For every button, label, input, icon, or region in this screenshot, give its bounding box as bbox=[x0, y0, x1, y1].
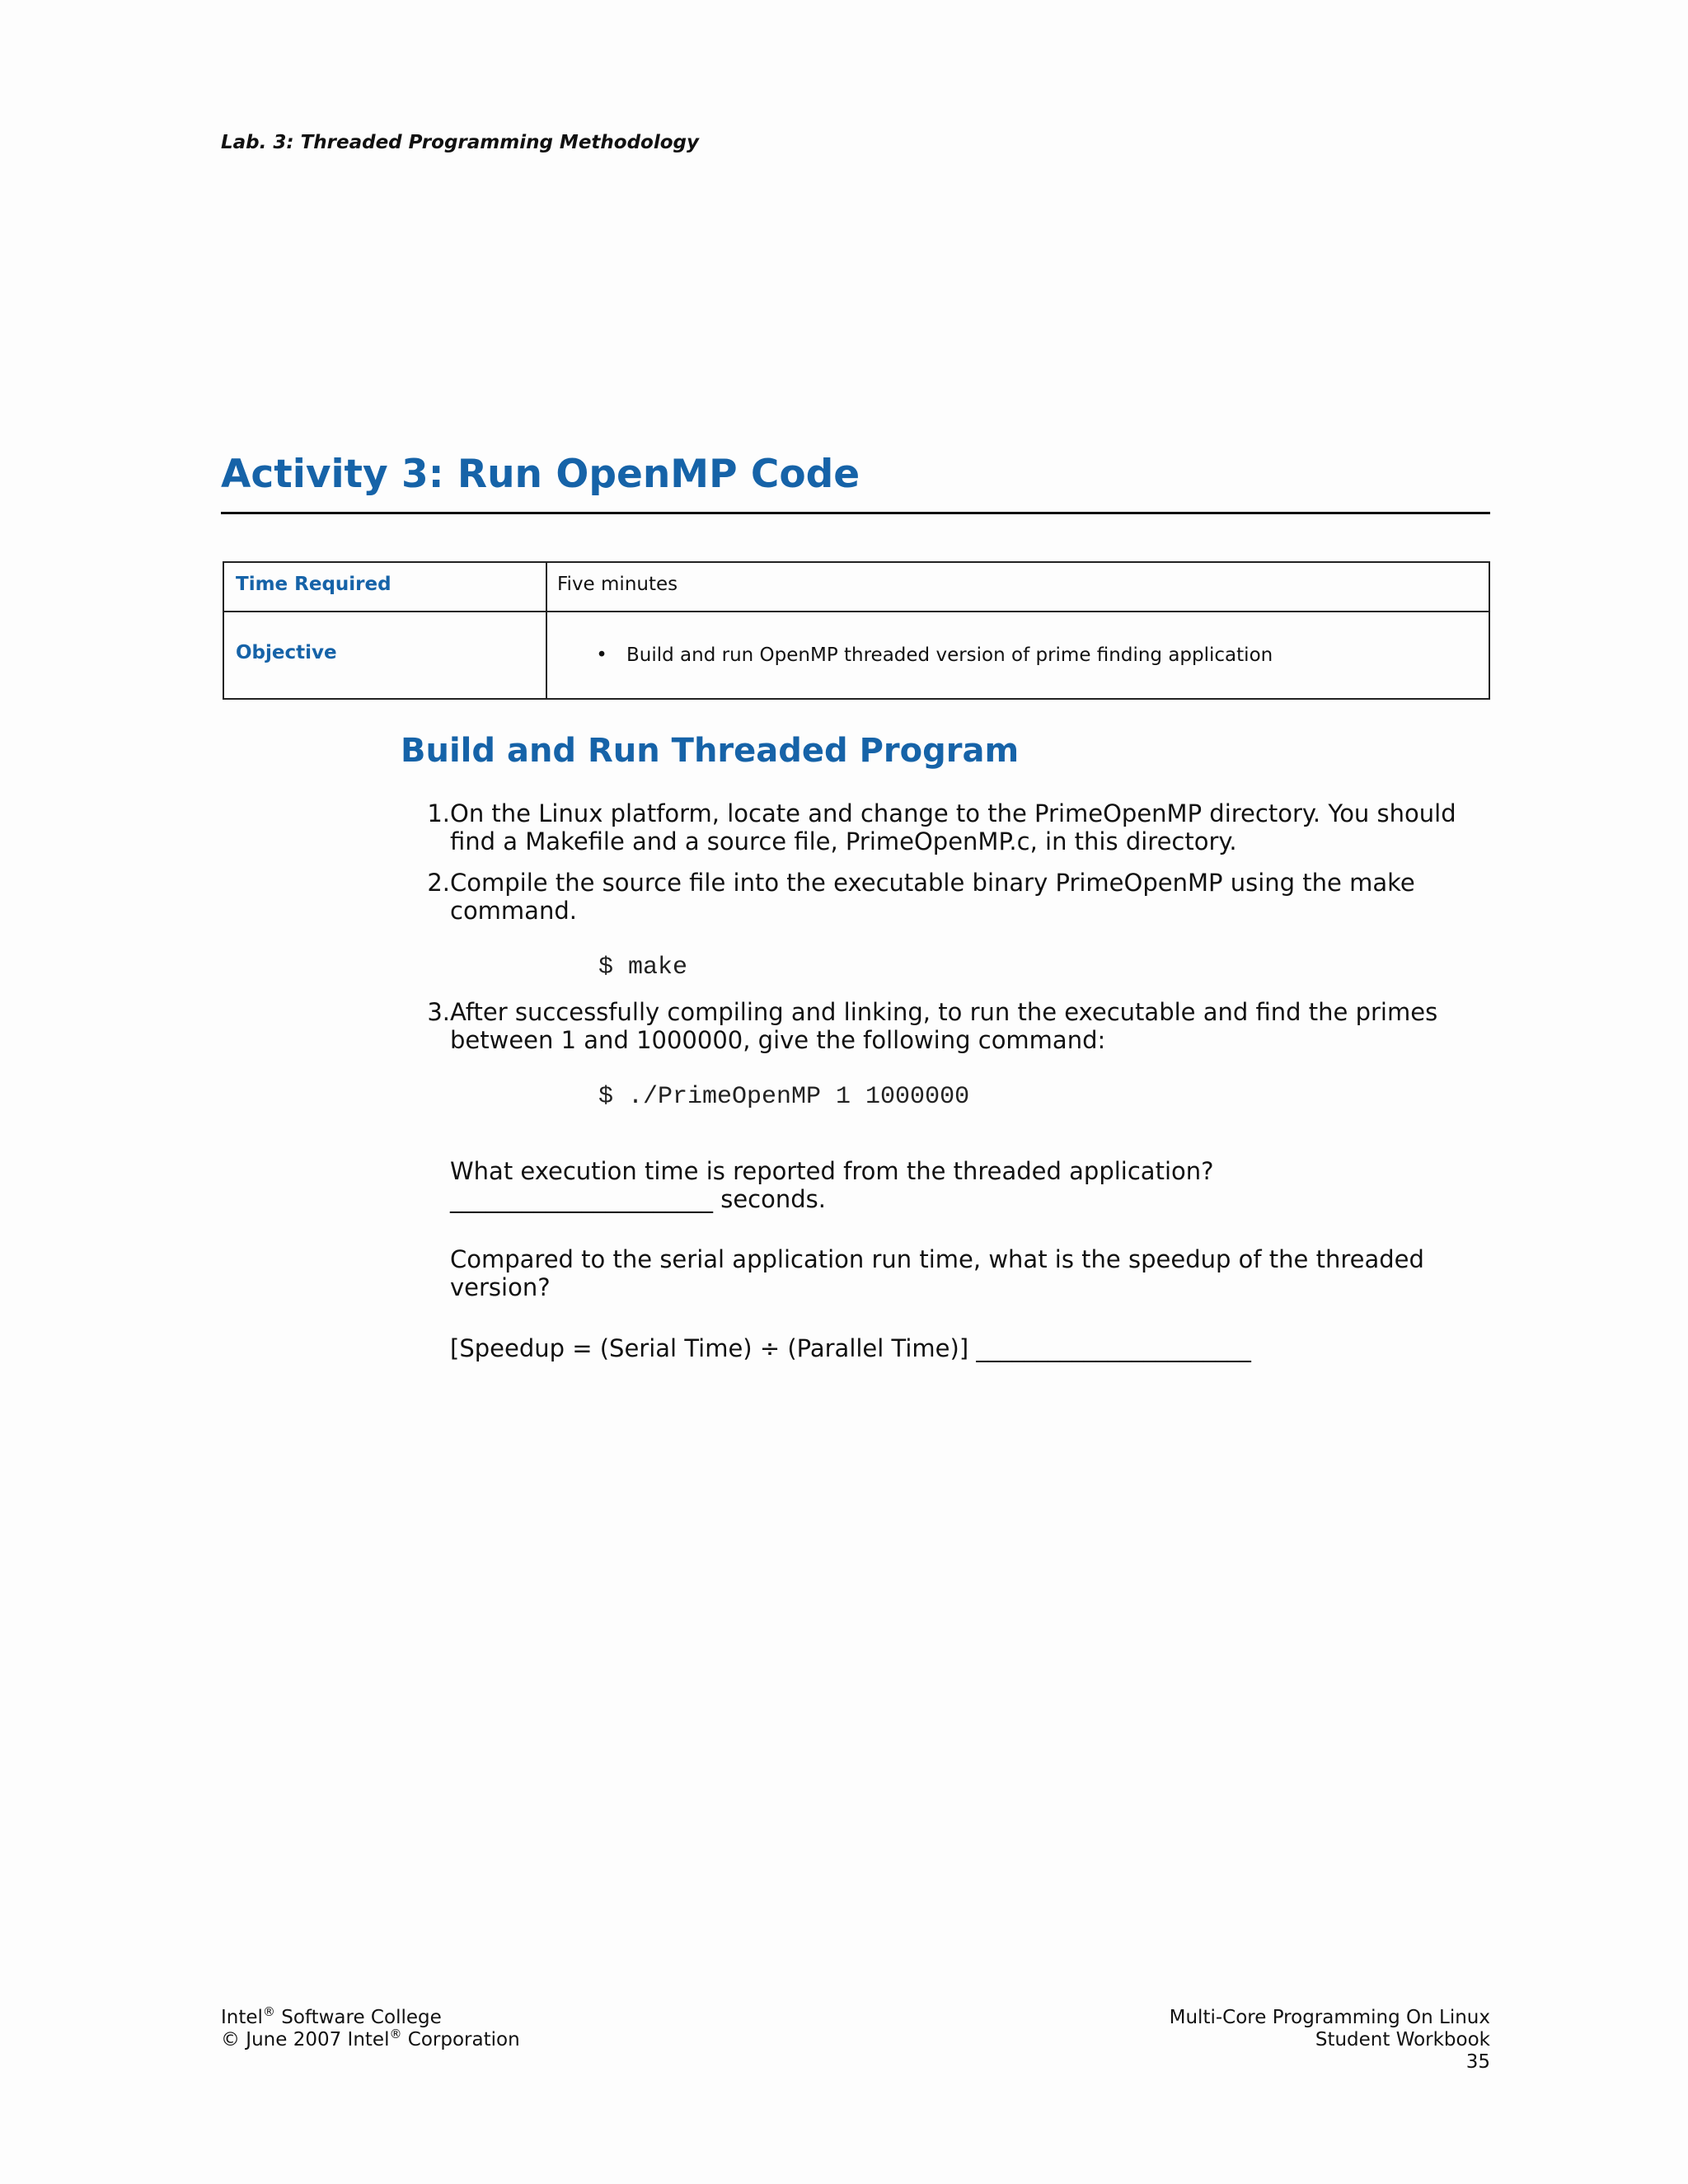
list-item bbox=[401, 869, 1497, 925]
step-text: After successfully compiling and linking, to run the executable and find the primes between 1 and 1000000, give the following command: bbox=[450, 998, 1438, 1054]
speedup-formula-line bbox=[450, 1334, 1497, 1362]
time-required-value: Five minutes bbox=[546, 562, 1489, 612]
activity-title: Activity 3: Run OpenMP Code bbox=[221, 452, 860, 497]
step-text: On the Linux platform, locate and change to the PrimeOpenMP directory. You should find a Makefile and a source file, PrimeOpenMP.c, in this directory. bbox=[450, 799, 1456, 855]
running-header: Lab. 3: Threaded Programming Methodology bbox=[221, 132, 699, 153]
objective-label: Objective bbox=[223, 612, 546, 699]
footer-course-title: Multi-Core Programming On Linux bbox=[1169, 2007, 1490, 2028]
bullet-icon: • bbox=[596, 644, 607, 666]
step-number: 3. bbox=[427, 998, 450, 1026]
question-speedup: Compared to the serial application run time, what is the speedup of the threaded version? bbox=[450, 1245, 1424, 1301]
section-title: Build and Run Threaded Program bbox=[401, 732, 1020, 770]
table-row bbox=[223, 612, 1489, 699]
footer-right bbox=[1170, 2007, 1490, 2074]
list-item bbox=[401, 799, 1497, 855]
page-number: 35 bbox=[1465, 2051, 1490, 2073]
step-number: 2. bbox=[427, 869, 450, 897]
command-run: $ ./PrimeOpenMP 1 1000000 bbox=[598, 1083, 970, 1111]
objective-value-cell bbox=[546, 612, 1489, 699]
objective-text: Build and run OpenMP threaded version of prime finding application bbox=[626, 644, 1273, 666]
command-make: $ make bbox=[598, 954, 688, 982]
speedup-blank[interactable]: _______________________ bbox=[976, 1334, 1251, 1362]
title-rule bbox=[221, 512, 1490, 514]
table-row bbox=[223, 562, 1489, 612]
answer-time-blank[interactable]: ______________________ bbox=[450, 1185, 713, 1213]
footer-left bbox=[221, 2004, 520, 2051]
answer-time-unit: seconds. bbox=[713, 1185, 826, 1213]
step-text: Compile the source file into the executable binary PrimeOpenMP using the make command. bbox=[450, 869, 1415, 925]
footer-copyright: © June 2007 Intel® Corporation bbox=[221, 2027, 520, 2050]
time-required-label: Time Required bbox=[223, 562, 546, 612]
question-time: What execution time is reported from the threaded application? ______________________ seconds. bbox=[450, 1157, 1214, 1213]
speedup-formula: [Speedup = (Serial Time) ÷ (Parallel Time)] bbox=[450, 1334, 969, 1362]
step-number: 1. bbox=[427, 799, 450, 827]
activity-info-table bbox=[223, 561, 1490, 700]
footer-college: Intel® Software College bbox=[221, 2004, 442, 2028]
list-item bbox=[401, 998, 1497, 1054]
footer-workbook: Student Workbook bbox=[1315, 2029, 1490, 2050]
